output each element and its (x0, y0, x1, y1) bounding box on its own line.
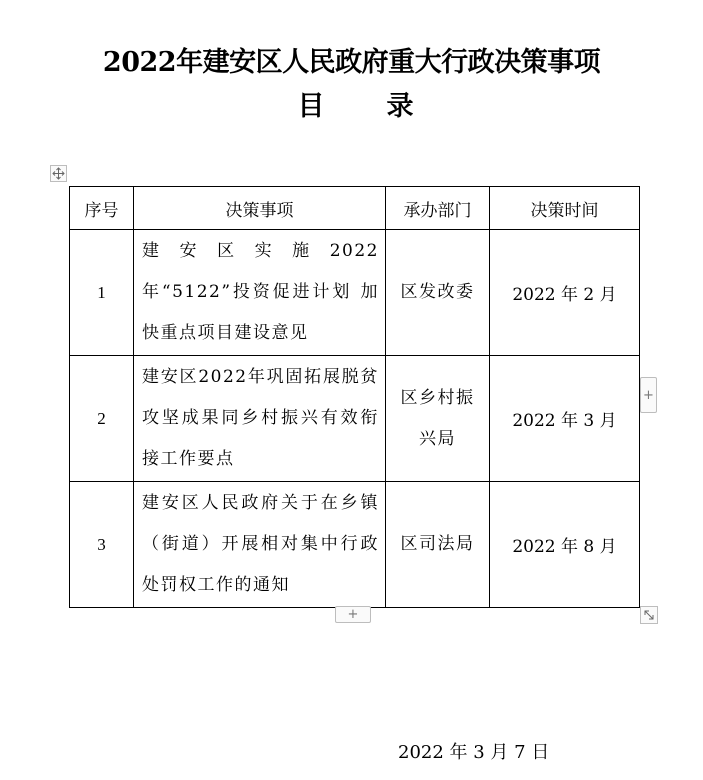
table-move-handle[interactable] (50, 165, 67, 182)
table-row (70, 356, 640, 482)
header-item: 决策事项 (134, 187, 386, 230)
header-department: 承办部门 (386, 187, 490, 230)
row-item[interactable]: 建安区2022年巩固拓展脱贫攻坚成果同乡村振兴有效衔接工作要点 (134, 356, 386, 482)
decision-table (69, 186, 640, 608)
row-item[interactable]: 建安区人民政府关于在乡镇（街道）开展相对集中行政处罚权工作的通知 (134, 482, 386, 608)
row-department[interactable]: 区乡村振兴局 (386, 356, 490, 482)
table-row (70, 230, 640, 356)
add-column-button[interactable]: + (640, 377, 657, 413)
resize-diagonal-icon (643, 609, 655, 621)
subtitle-char-right: 录 (386, 91, 414, 122)
row-time[interactable]: 2022 年 3 月 (490, 356, 640, 482)
table-row (70, 482, 640, 608)
move-arrows-icon (52, 167, 65, 180)
subtitle-char-left: 目 (297, 91, 325, 122)
table-resize-handle[interactable] (640, 606, 658, 624)
row-number[interactable]: 3 (70, 482, 134, 608)
header-time: 决策时间 (490, 187, 640, 230)
row-number[interactable]: 1 (70, 230, 134, 356)
document-title: 2022年建安区人民政府重大行政决策事项 (102, 47, 601, 78)
row-department[interactable]: 区司法局 (386, 482, 490, 608)
row-time[interactable]: 2022 年 8 月 (490, 482, 640, 608)
add-row-button[interactable]: + (335, 606, 371, 623)
row-item[interactable]: 建安区实施2022年“5122”投资促进计划 加快重点项目建设意见 (134, 230, 386, 356)
row-time[interactable]: 2022 年 2 月 (490, 230, 640, 356)
table-header-row (70, 187, 640, 230)
document-subtitle (4, 84, 703, 123)
row-number[interactable]: 2 (70, 356, 134, 482)
row-department[interactable]: 区发改委 (386, 230, 490, 356)
header-number: 序号 (70, 187, 134, 230)
document-date: 2022 年 3 月 7 日 (398, 742, 550, 763)
